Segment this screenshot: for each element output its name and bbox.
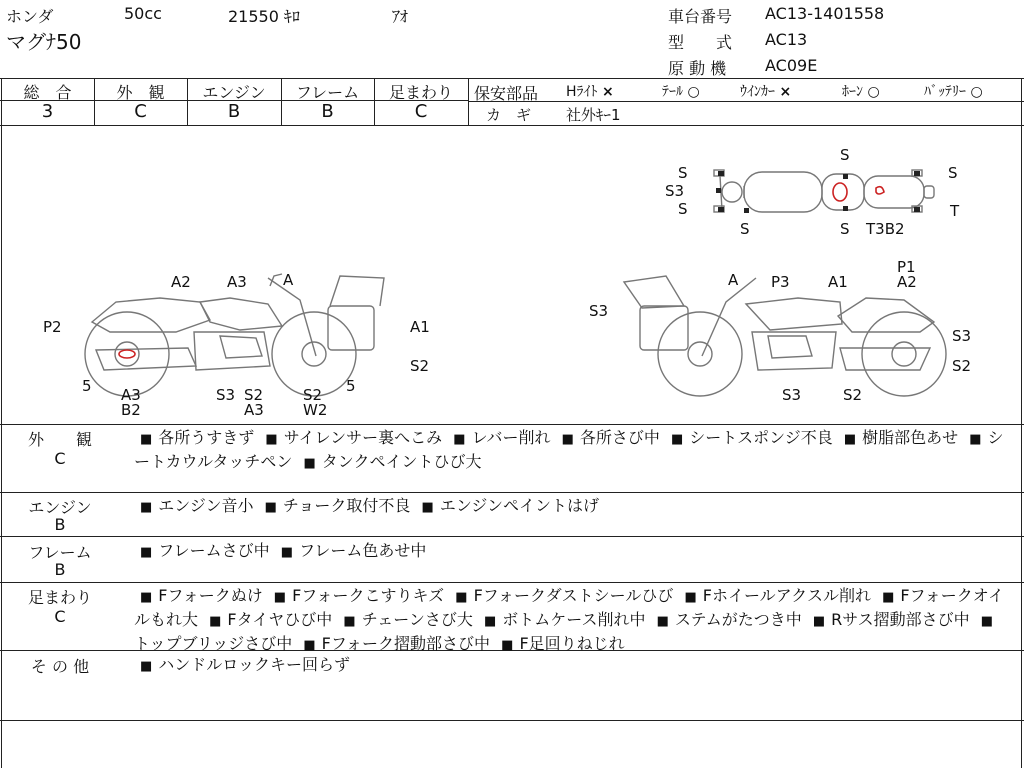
bullet-icon: ■	[969, 432, 982, 447]
rating-label-frame: フレーム	[295, 83, 360, 102]
bullet-icon: ■	[421, 500, 434, 515]
remark-item: Rサス摺動部さび中	[831, 610, 970, 629]
rule	[0, 492, 1024, 493]
bullet-icon: ■	[843, 432, 857, 447]
bullet-icon: ■	[455, 590, 468, 605]
svg-text:W2: W2	[303, 401, 328, 419]
svg-text:S3: S3	[665, 182, 685, 200]
rule	[0, 720, 1024, 721]
safety-item-winker: ｳｲﾝｶｰ ×	[740, 84, 792, 100]
damage-diagram	[0, 126, 1024, 424]
mileage: 21550 ｷﾛ	[228, 7, 300, 26]
bullet-icon: ■	[273, 590, 287, 605]
remark-items-other	[134, 654, 1014, 678]
remark-items-engine	[134, 495, 1014, 519]
bullet-icon: ■	[303, 638, 316, 653]
bullet-icon: ■	[483, 614, 497, 629]
remark-item: シートスポンジ不良	[689, 428, 833, 447]
svg-text:A1: A1	[828, 273, 848, 291]
svg-text:B2: B2	[121, 401, 141, 419]
rule	[0, 78, 1024, 79]
remark-items-frame	[134, 540, 1014, 564]
safety-item-tail: ﾃｰﾙ ○	[662, 84, 700, 100]
svg-text:A2: A2	[171, 273, 191, 291]
svg-text:T: T	[950, 202, 960, 220]
remark-item: チェーンさび大	[361, 610, 473, 629]
remark-item: サイレンサー裏へこみ	[283, 428, 443, 447]
type-value: AC13	[765, 30, 808, 49]
bullet-icon: ■	[812, 614, 826, 629]
bullet-icon: ■	[656, 614, 669, 629]
remark-item: Fフォークこすりキズ	[292, 586, 445, 605]
remark-grade-engine: B	[54, 515, 66, 534]
remark-item: Fフォーク摺動部さび中	[321, 634, 491, 653]
remark-items-suspension	[134, 585, 1014, 657]
bullet-icon: ■	[265, 432, 278, 447]
svg-text:P3: P3	[771, 273, 790, 291]
svg-text:S: S	[840, 146, 850, 164]
remark-grade-exterior: C	[54, 449, 66, 468]
bullet-icon: ■	[684, 590, 697, 605]
remark-item: Fフォークオイルもれ大	[134, 586, 1004, 629]
remark-item: シートカウルタッチペン	[134, 428, 1004, 471]
remark-item: Fフォークぬけ	[158, 586, 263, 605]
rating-label-overall: 総 合	[23, 83, 72, 102]
bullet-icon: ■	[140, 500, 153, 515]
svg-text:S2: S2	[410, 357, 430, 375]
rating-value-exterior: C	[134, 101, 147, 122]
bullet-icon: ■	[501, 638, 514, 653]
remark-item: 各所うすきず	[158, 428, 255, 447]
remark-item: チョーク取付不良	[282, 496, 411, 515]
bullet-icon: ■	[140, 659, 153, 674]
rating-value-engine: B	[227, 101, 241, 122]
bullet-icon: ■	[140, 432, 153, 447]
bullet-icon: ■	[209, 614, 222, 629]
remark-label-frame: フレーム	[28, 543, 92, 562]
svg-text:P2: P2	[43, 318, 62, 336]
remark-item: エンジン音小	[158, 496, 254, 515]
bullet-icon: ■	[561, 432, 574, 447]
color: ｱｵ	[392, 7, 409, 26]
remark-item: 各所さび中	[579, 428, 660, 447]
bullet-icon: ■	[280, 545, 294, 560]
svg-text:S3: S3	[589, 302, 609, 320]
remark-item: フレーム色あせ中	[299, 541, 427, 560]
bullet-icon: ■	[140, 545, 153, 560]
top-view-bike	[714, 170, 934, 212]
displacement: 50cc	[124, 4, 162, 23]
bullet-icon: ■	[882, 590, 895, 605]
remark-item: レバー削れ	[471, 428, 551, 447]
rule	[0, 424, 1024, 425]
rule	[468, 101, 1024, 102]
remark-label-engine: エンジン	[28, 498, 92, 517]
svg-text:A3: A3	[244, 401, 264, 419]
bullet-icon: ■	[980, 614, 994, 629]
bullet-icon: ■	[343, 614, 356, 629]
remark-items-exterior	[134, 427, 1014, 475]
engine-value: AC09E	[765, 56, 818, 75]
model-name: マグﾅ50	[6, 30, 82, 54]
rating-value-suspension: C	[414, 101, 428, 122]
svg-text:S3: S3	[782, 386, 802, 404]
bullet-icon: ■	[453, 432, 466, 447]
svg-text:A: A	[283, 271, 294, 289]
svg-text:S: S	[678, 164, 688, 182]
remark-grade-suspension: C	[54, 607, 66, 626]
rule	[468, 78, 469, 125]
remark-item: Fホイールアクスル削れ	[702, 586, 871, 605]
horn-mark: ○	[867, 84, 880, 100]
svg-text:S2: S2	[952, 357, 972, 375]
svg-text:S3: S3	[216, 386, 236, 404]
right-side-bike	[624, 276, 946, 396]
bullet-icon: ■	[303, 456, 316, 471]
safety-item-battery: ﾊﾞｯﾃﾘｰ ○	[924, 84, 983, 100]
rating-label-suspension: 足まわり	[388, 83, 453, 102]
svg-text:A: A	[728, 271, 739, 289]
safety-label: 保安部品	[474, 84, 539, 103]
rating-label-exterior: 外 観	[116, 83, 165, 102]
remark-item: 樹脂部色あせ	[862, 428, 959, 447]
rating-label-engine: エンジン	[202, 83, 266, 102]
remark-item: F足回りねじれ	[519, 634, 625, 653]
winker-mark: ×	[779, 84, 792, 100]
rating-value-frame: B	[321, 101, 334, 122]
key-value: 社外ｷｰ1	[566, 106, 621, 124]
svg-text:5: 5	[82, 377, 92, 395]
svg-text:A3: A3	[121, 386, 141, 404]
svg-text:A2: A2	[897, 273, 917, 291]
battery-mark: ○	[970, 84, 983, 100]
chassis-value: AC13-1401558	[765, 4, 885, 23]
maker: ホンダ	[6, 7, 54, 26]
svg-text:S2: S2	[843, 386, 863, 404]
svg-text:S: S	[678, 200, 688, 218]
left-side-bike	[85, 274, 384, 396]
svg-text:T3B2: T3B2	[866, 220, 905, 238]
bullet-icon: ■	[140, 590, 153, 605]
svg-text:S2: S2	[244, 386, 264, 404]
rule	[0, 536, 1024, 537]
key-label: カ ギ	[486, 106, 532, 124]
remark-item: ステムがたつき中	[674, 610, 802, 629]
svg-text:S: S	[740, 220, 750, 238]
remark-item: Fフォークダストシールひび	[473, 586, 674, 605]
remark-label-exterior: 外 観	[27, 430, 92, 449]
rule	[0, 582, 1024, 583]
remark-item: フレームさび中	[158, 541, 270, 560]
remark-item: トップブリッジさび中	[134, 634, 293, 653]
headlight-mark: ×	[601, 84, 614, 100]
svg-text:5: 5	[346, 377, 356, 395]
rating-value-overall: 3	[41, 101, 54, 122]
safety-item-horn: ﾎｰﾝ ○	[842, 84, 880, 100]
svg-text:A3: A3	[227, 273, 247, 291]
remark-item: ボトムケース削れ中	[502, 610, 646, 629]
svg-text:A1: A1	[410, 318, 430, 336]
engine-label: 原 動 機	[668, 59, 727, 78]
tail-mark: ○	[687, 84, 700, 100]
svg-text:S: S	[948, 164, 958, 182]
bullet-icon: ■	[670, 432, 684, 447]
bullet-icon: ■	[264, 500, 277, 515]
safety-item-headlight: Hﾗｲﾄ ×	[566, 84, 614, 100]
type-label: 型 式	[668, 33, 733, 52]
remark-label-suspension: 足まわり	[27, 588, 92, 607]
remark-item: エンジンペイントはげ	[439, 496, 600, 515]
remark-item: ハンドルロックキー回らず	[158, 655, 350, 674]
remark-label-other: そ の 他	[30, 657, 90, 676]
remark-item: タンクペイントひび大	[321, 452, 482, 471]
chassis-label: 車台番号	[668, 7, 733, 26]
svg-text:S3: S3	[952, 327, 972, 345]
svg-text:S2: S2	[303, 386, 323, 404]
svg-text:P1: P1	[897, 258, 916, 276]
svg-text:S: S	[840, 220, 850, 238]
remark-grade-frame: B	[54, 560, 66, 579]
remark-item: Fタイヤひび中	[227, 610, 333, 629]
